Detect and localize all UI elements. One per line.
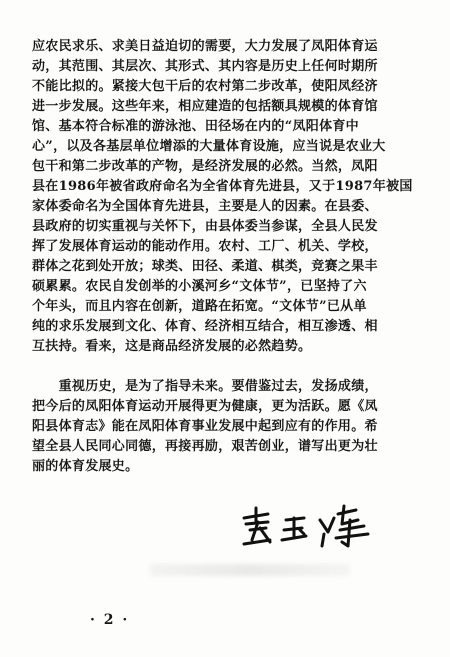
text-line: 包干和第二步改革的产物，是经济发展的必然。当然，凤阳 [32,159,378,174]
text-line: 心”，以及各基层单位增添的大量体育设施，应当说是农业大 [32,139,386,154]
text-line: 县政府的切实重视与关怀下，由县体委当参谋，全县人民发 [32,219,378,234]
text-line: 应农民求乐、求美日益迫切的需要，大力发展了凤阳体育运 [32,39,378,54]
body-paragraph-1 [32,37,426,357]
text-line: 个年头，而且内容在创新，道路在拓宽。“文体节”已从单 [32,299,367,314]
text-line: 县在1986年被省政府命名为全省体育先进县，又于1987年被国 [32,179,413,194]
text-line: 阳县体育志》能在凤阳体育事业发展中起到应有的作用。希 [32,419,378,434]
text-line: 望全县人民同心同德，再接再励，艰苦创业，谱写出更为壮 [32,439,378,454]
text-line: 丽的体育发展史。 [32,459,139,474]
text-line: 纯的求乐发展到文化、体育、经济相互结合，相互渗透、相 [32,319,378,334]
scan-smudge [150,564,350,576]
page-number: · 2 · [90,612,130,628]
text-line: 互扶持。看来，这是商品经济发展的必然趋势。 [32,339,312,354]
text-line: 硕累累。农民自发创举的小溪河乡“文体节”，已坚持了六 [32,279,367,294]
text-line: 不能比拟的。紧接大包干后的农村第二步改革，使阳凤经济 [32,79,378,94]
body-paragraph-2 [32,377,426,477]
text-line: 进一步发展。这些年来，相应建造的包括额具规模的体育馆 [32,99,378,114]
text-line: 把今后的凤阳体育运动开展得更为健康，更为活跃。愿《凤 [32,399,378,414]
text-line: 群体之花到处开放；球类、田径、柔道、棋类，竞赛之果丰 [32,259,378,274]
text-line: 挥了发展体育运动的能动作用。农村、工厂、机关、学校， [32,239,378,254]
handwritten-signature [238,500,378,550]
text-line: 动，其范围、其层次、其形式、其内容是历史上任何时期所 [32,59,378,74]
text-line: 重视历史，是为了指导未来。要借鉴过去，发扬成绩， [32,379,378,394]
text-line: 馆、基本符合标准的游泳池、田径场在内的“凤阳体育中 [32,119,359,134]
text-line: 家体委命名为全国体育先进县，主要是人的因素。在县委、 [32,199,378,214]
